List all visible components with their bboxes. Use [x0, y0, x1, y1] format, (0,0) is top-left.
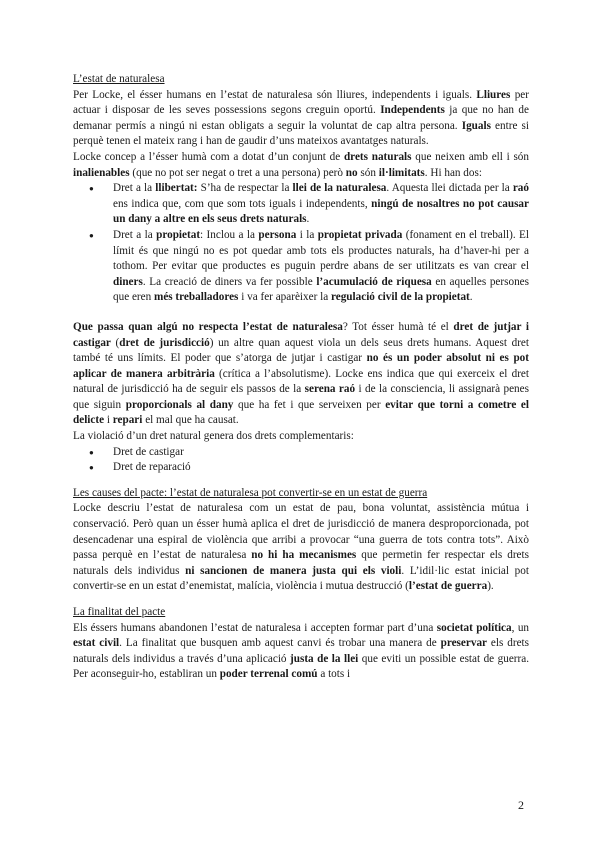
- bold-term: Independents: [380, 104, 445, 117]
- bold-term: l’acumulació de riquesa: [316, 275, 432, 288]
- bold-term: inalienables: [73, 166, 130, 179]
- bold-term: ningú de nosaltres no pot causar un dany a altre en els seus drets naturals: [113, 197, 529, 226]
- text-run: ens indica que, com que som tots iguals i independents,: [113, 197, 372, 210]
- text-run: que eviti un possible estat de guerra. Per aconseguir-ho, establiran un: [73, 652, 530, 681]
- text-run: . Hi han dos:: [424, 166, 482, 179]
- bold-term: propietat: [156, 228, 201, 241]
- text-run: (que no pot ser negat o tret a una persona) però: [129, 166, 346, 179]
- text-run: Dret a la: [113, 228, 157, 241]
- bold-term: Iguals: [461, 119, 491, 132]
- paragraph: [73, 501, 529, 595]
- bold-term: Lliures: [476, 88, 511, 101]
- text-run: ? Tot ésser humà té el: [342, 320, 454, 333]
- text-run: . L’idil·lic estat inicial pot convertir-se en un estat d’enemistat, malícia, violència i mutua destrucció (: [73, 564, 529, 593]
- paragraph: [73, 621, 529, 683]
- bold-term: regulació civil de la propietat: [330, 291, 470, 304]
- bold-term: evitar que torni a cometre el delicte: [73, 398, 529, 427]
- bold-term: l’estat de guerra: [408, 580, 488, 593]
- paragraph: La violació d’un dret natural genera dos drets complementaris:: [73, 430, 354, 443]
- text-run: Els éssers humans abandonen l’estat de naturalesa i accepten formar part d’una: [73, 621, 437, 634]
- text-run: (crítica a l’absolutisme). Locke ens indica que qui exerceix el dret natural de jurisdicció ha de seguir els passos de la: [73, 367, 529, 396]
- text-run: .: [469, 291, 473, 304]
- bold-term: més treballadores: [154, 291, 239, 304]
- text-run: són: [357, 166, 379, 179]
- text-run: : Inclou a la: [200, 228, 259, 241]
- natural-rights-list: [73, 181, 529, 306]
- bold-term: diners: [113, 275, 143, 288]
- text-run: . La creació de diners va fer possible: [142, 275, 317, 288]
- list-item: [113, 181, 529, 228]
- text-run: (fonament en el treball). El límit és que ningú no es pot quedar amb tots els productes naturals, ha d’haver-hi per a tothom. Per evitar que productes es puguin perdre abans de ser utilitzats es van crear el: [113, 228, 529, 273]
- section-heading-causes-of-pact: Les causes del pacte: l’estat de naturalesa pot convertir-se en un estat de guerra: [73, 486, 428, 499]
- complementary-rights-list: [73, 445, 529, 476]
- text-run: i: [104, 414, 113, 427]
- bold-term: proporcionals al dany: [125, 398, 234, 411]
- bold-term: dret de jutjar i castigar: [73, 320, 529, 349]
- text-run: S’ha de respectar la: [197, 182, 293, 195]
- bold-term: repari: [112, 414, 143, 427]
- paragraph: [73, 320, 529, 429]
- bold-term: persona: [258, 228, 297, 241]
- text-run: Dret a la: [113, 182, 156, 195]
- text-run: . La finalitat que busquen amb aquest canvi és trobar una manera de: [119, 637, 441, 650]
- text-run: . Aquesta llei dictada per la: [386, 182, 513, 195]
- text-run: a tots i: [317, 668, 351, 681]
- bold-term: justa de la llei: [290, 652, 359, 665]
- section-heading-purpose-of-pact: La finalitat del pacte: [73, 606, 166, 618]
- bold-term: serena raó: [304, 383, 356, 396]
- text-run: Per Locke, el ésser humans en l’estat de naturalesa són lliures, independents i iguals.: [73, 88, 477, 101]
- bold-term: societat política: [436, 621, 512, 634]
- text-run: per actuar i disposar de les seves possessions segons creguin oportú.: [73, 88, 529, 117]
- bold-term: estat civil: [73, 637, 120, 650]
- text-run: que ha fet i que serveixen per: [233, 398, 386, 411]
- text-run: Locke concep a l’ésser humà com a dotat d’un conjunt de: [73, 150, 344, 163]
- bold-term: ni sancionen de manera justa qui els violi: [185, 564, 402, 577]
- text-run: ja que no han de demanar permís a ningú ni estan obligats a seguir la voluntat de cap altra persona.: [73, 104, 529, 132]
- page-number: 2: [518, 798, 524, 812]
- text-run: els drets naturals dels individus a través d’una aplicació: [73, 637, 530, 665]
- text-run: entre si perquè tenen el mateix rang i han de gaudir d’uns mateixos avantatges naturals.: [73, 119, 529, 148]
- section-heading-state-of-nature: L’estat de naturalesa: [73, 73, 165, 85]
- list-item: [113, 228, 529, 306]
- text-run: Locke descriu l’estat de naturalesa com un estat de pau, bona voluntat, assistència mútua i conservació. Però quan un ésser humà aplica el dret de jurisdicció de manera desproporcionada, pot desencadenar una espiral de violència que arribi a provocar “una guerra de tots contra tots”. Això passa perquè en l’estat de naturalesa: [73, 502, 529, 562]
- text-run: , un: [511, 621, 530, 634]
- bold-term: poder terrenal comú: [219, 668, 318, 681]
- text-run: el mal que ha causat.: [142, 414, 239, 427]
- bold-term: llibertat:: [155, 182, 198, 195]
- bold-term: no hi ha mecanismes: [251, 549, 357, 562]
- text-run: en aquelles persones que eren: [113, 275, 529, 304]
- list-item: ● Dret de reparació: [113, 460, 529, 476]
- text-run: que neixen amb ell i són: [411, 150, 529, 163]
- bold-term: dret de jurisdicció: [119, 336, 210, 349]
- text-run: .: [306, 213, 310, 226]
- text-run: que permetin fer respectar els drets naturals dels individus: [73, 549, 529, 577]
- text-run: i la: [296, 228, 318, 241]
- paragraph: [73, 150, 529, 181]
- text-run: (: [110, 336, 120, 349]
- bold-term: raó: [512, 182, 529, 195]
- paragraph: [73, 88, 529, 150]
- text-run: ) un altre quan aquest viola un dels seus drets humans. Aquest dret també té uns límits. El poder que s’atorga de jutjar i castigar: [73, 336, 529, 365]
- text-run: i va fer aparèixer la: [238, 291, 331, 304]
- list-item: ● Dret de castigar: [113, 445, 529, 461]
- bold-term: no: [345, 166, 358, 179]
- bold-term: Que passa quan algú no respecta l’estat de naturalesa: [73, 320, 343, 333]
- bold-term: no és un poder absolut ni es pot aplicar de manera arbitrària: [73, 352, 529, 380]
- bold-term: llei de la naturalesa: [292, 182, 387, 195]
- bold-term: drets naturals: [343, 150, 412, 163]
- bold-term: il·limitats: [378, 166, 425, 179]
- bold-term: preservar: [440, 637, 487, 650]
- text-run: i de la consciencia, li assignarà penes que siguin: [73, 383, 529, 411]
- bold-term: propietat privada: [317, 228, 403, 241]
- text-run: ).: [487, 580, 494, 593]
- document-page: [73, 72, 529, 683]
